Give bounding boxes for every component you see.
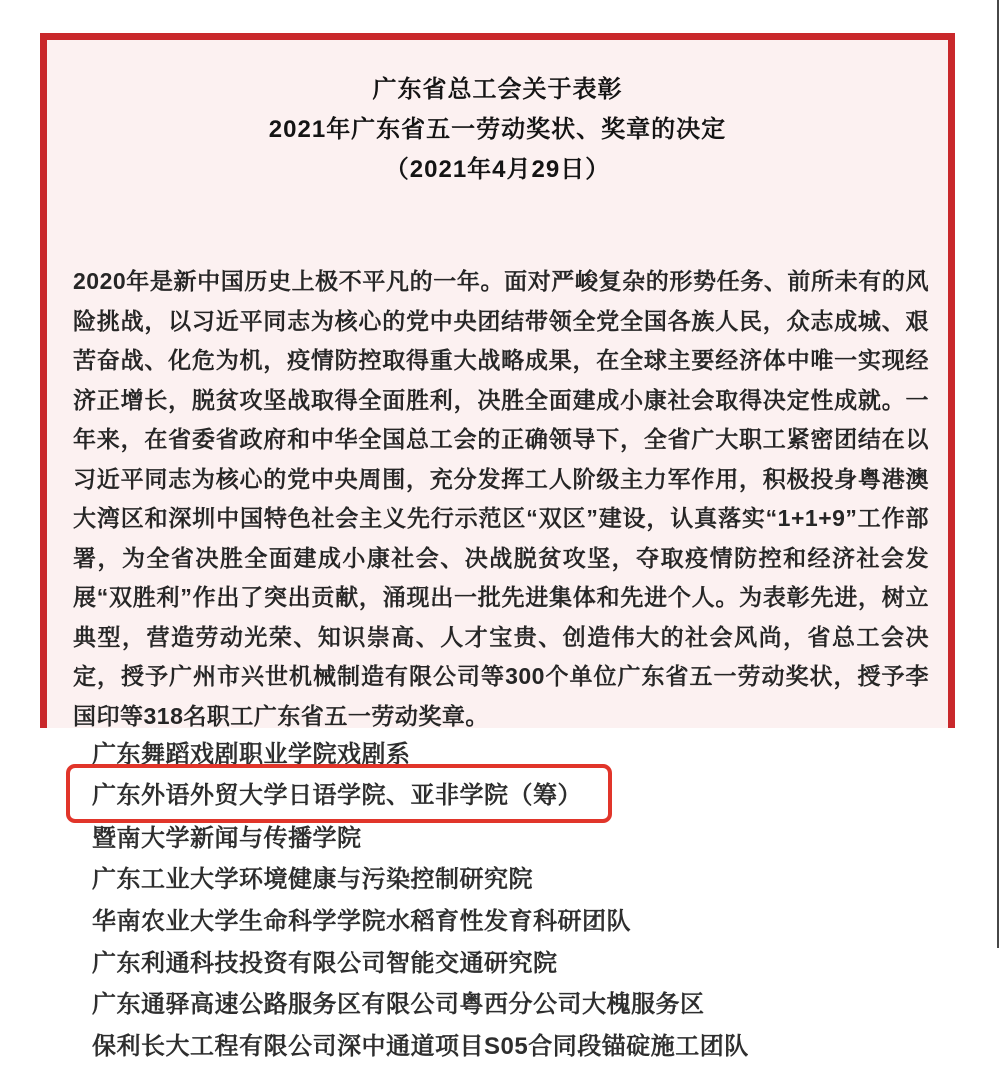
award-recipient-name: 广东工业大学环境健康与污染控制研究院: [92, 866, 533, 894]
award-recipient-name: 华南农业大学生命科学学院水稻育性发育科研团队: [92, 908, 631, 936]
award-recipient-name-highlighted: 广东外语外贸大学日语学院、亚非学院（筹）: [66, 764, 612, 823]
list-item: [0, 1023, 960, 1065]
notice-title-line1: 广东省总工会关于表彰: [372, 76, 623, 103]
notice-body-paragraph: 2020年是新中国历史上极不平凡的一年。面对严峻复杂的形势任务、前所未有的风险挑战，以习近平同志为核心的党中央团结带领全党全国各族人民，众志成城、艰苦奋战、化危为机，疫情防控取得重大战略成果，在全球主要经济体中唯一实现经济正增长，脱贫攻坚战取得全面胜利，决胜全面建成小康社会取得决定性成就。一年来，在省委省政府和中华全国总工会的正确领导下，全省广大职工紧密团结在以习近平同志为核心的党中央周围，充分发挥工人阶级主力军作用，积极投身粤港澳大湾区和深圳中国特色社会主义先行示范区“双区”建设，认真落实“1+1+9”工作部署，为全省决胜全面建成小康社会、决战脱贫攻坚，夺取疫情防控和经济社会发展“双胜利”作出了突出贡献，涌现出一批先进集体和先进个人。为表彰先进，树立典型，营造劳动光荣、知识崇高、人才宝贵、创造伟大的社会风尚，省总工会决定，授予广州市兴世机械制造有限公司等300个单位广东省五一劳动奖状，授予李国印等318名职工广东省五一劳动奖章。: [73, 268, 929, 729]
list-item: [0, 856, 960, 898]
notice-date-line: （2021年4月29日）: [384, 156, 611, 183]
award-recipient-name: 广东利通科技投资有限公司智能交通研究院: [92, 949, 558, 977]
notice-title-line2: 2021年广东省五一劳动奖状、奖章的决定: [268, 116, 727, 143]
list-item: [0, 898, 960, 940]
award-recipient-name: 保利长大工程有限公司深中通道项目S05合同段锚碇施工团队: [92, 1033, 749, 1061]
award-recipient-name: 广东通驿高速公路服务区有限公司粤西分公司大槐服务区: [92, 991, 705, 1019]
window-edge-line: [997, 0, 999, 948]
award-recipient-name: 广东舞蹈戏剧职业学院戏剧系: [92, 741, 411, 769]
list-item: [0, 981, 960, 1023]
notice-card: [40, 33, 955, 728]
award-recipient-name: 暨南大学新闻与传播学院: [92, 824, 362, 852]
notice-title-block: [47, 70, 948, 190]
list-item: [0, 939, 960, 981]
award-recipient-list: [0, 731, 960, 1065]
list-item-highlighted: [0, 773, 960, 815]
